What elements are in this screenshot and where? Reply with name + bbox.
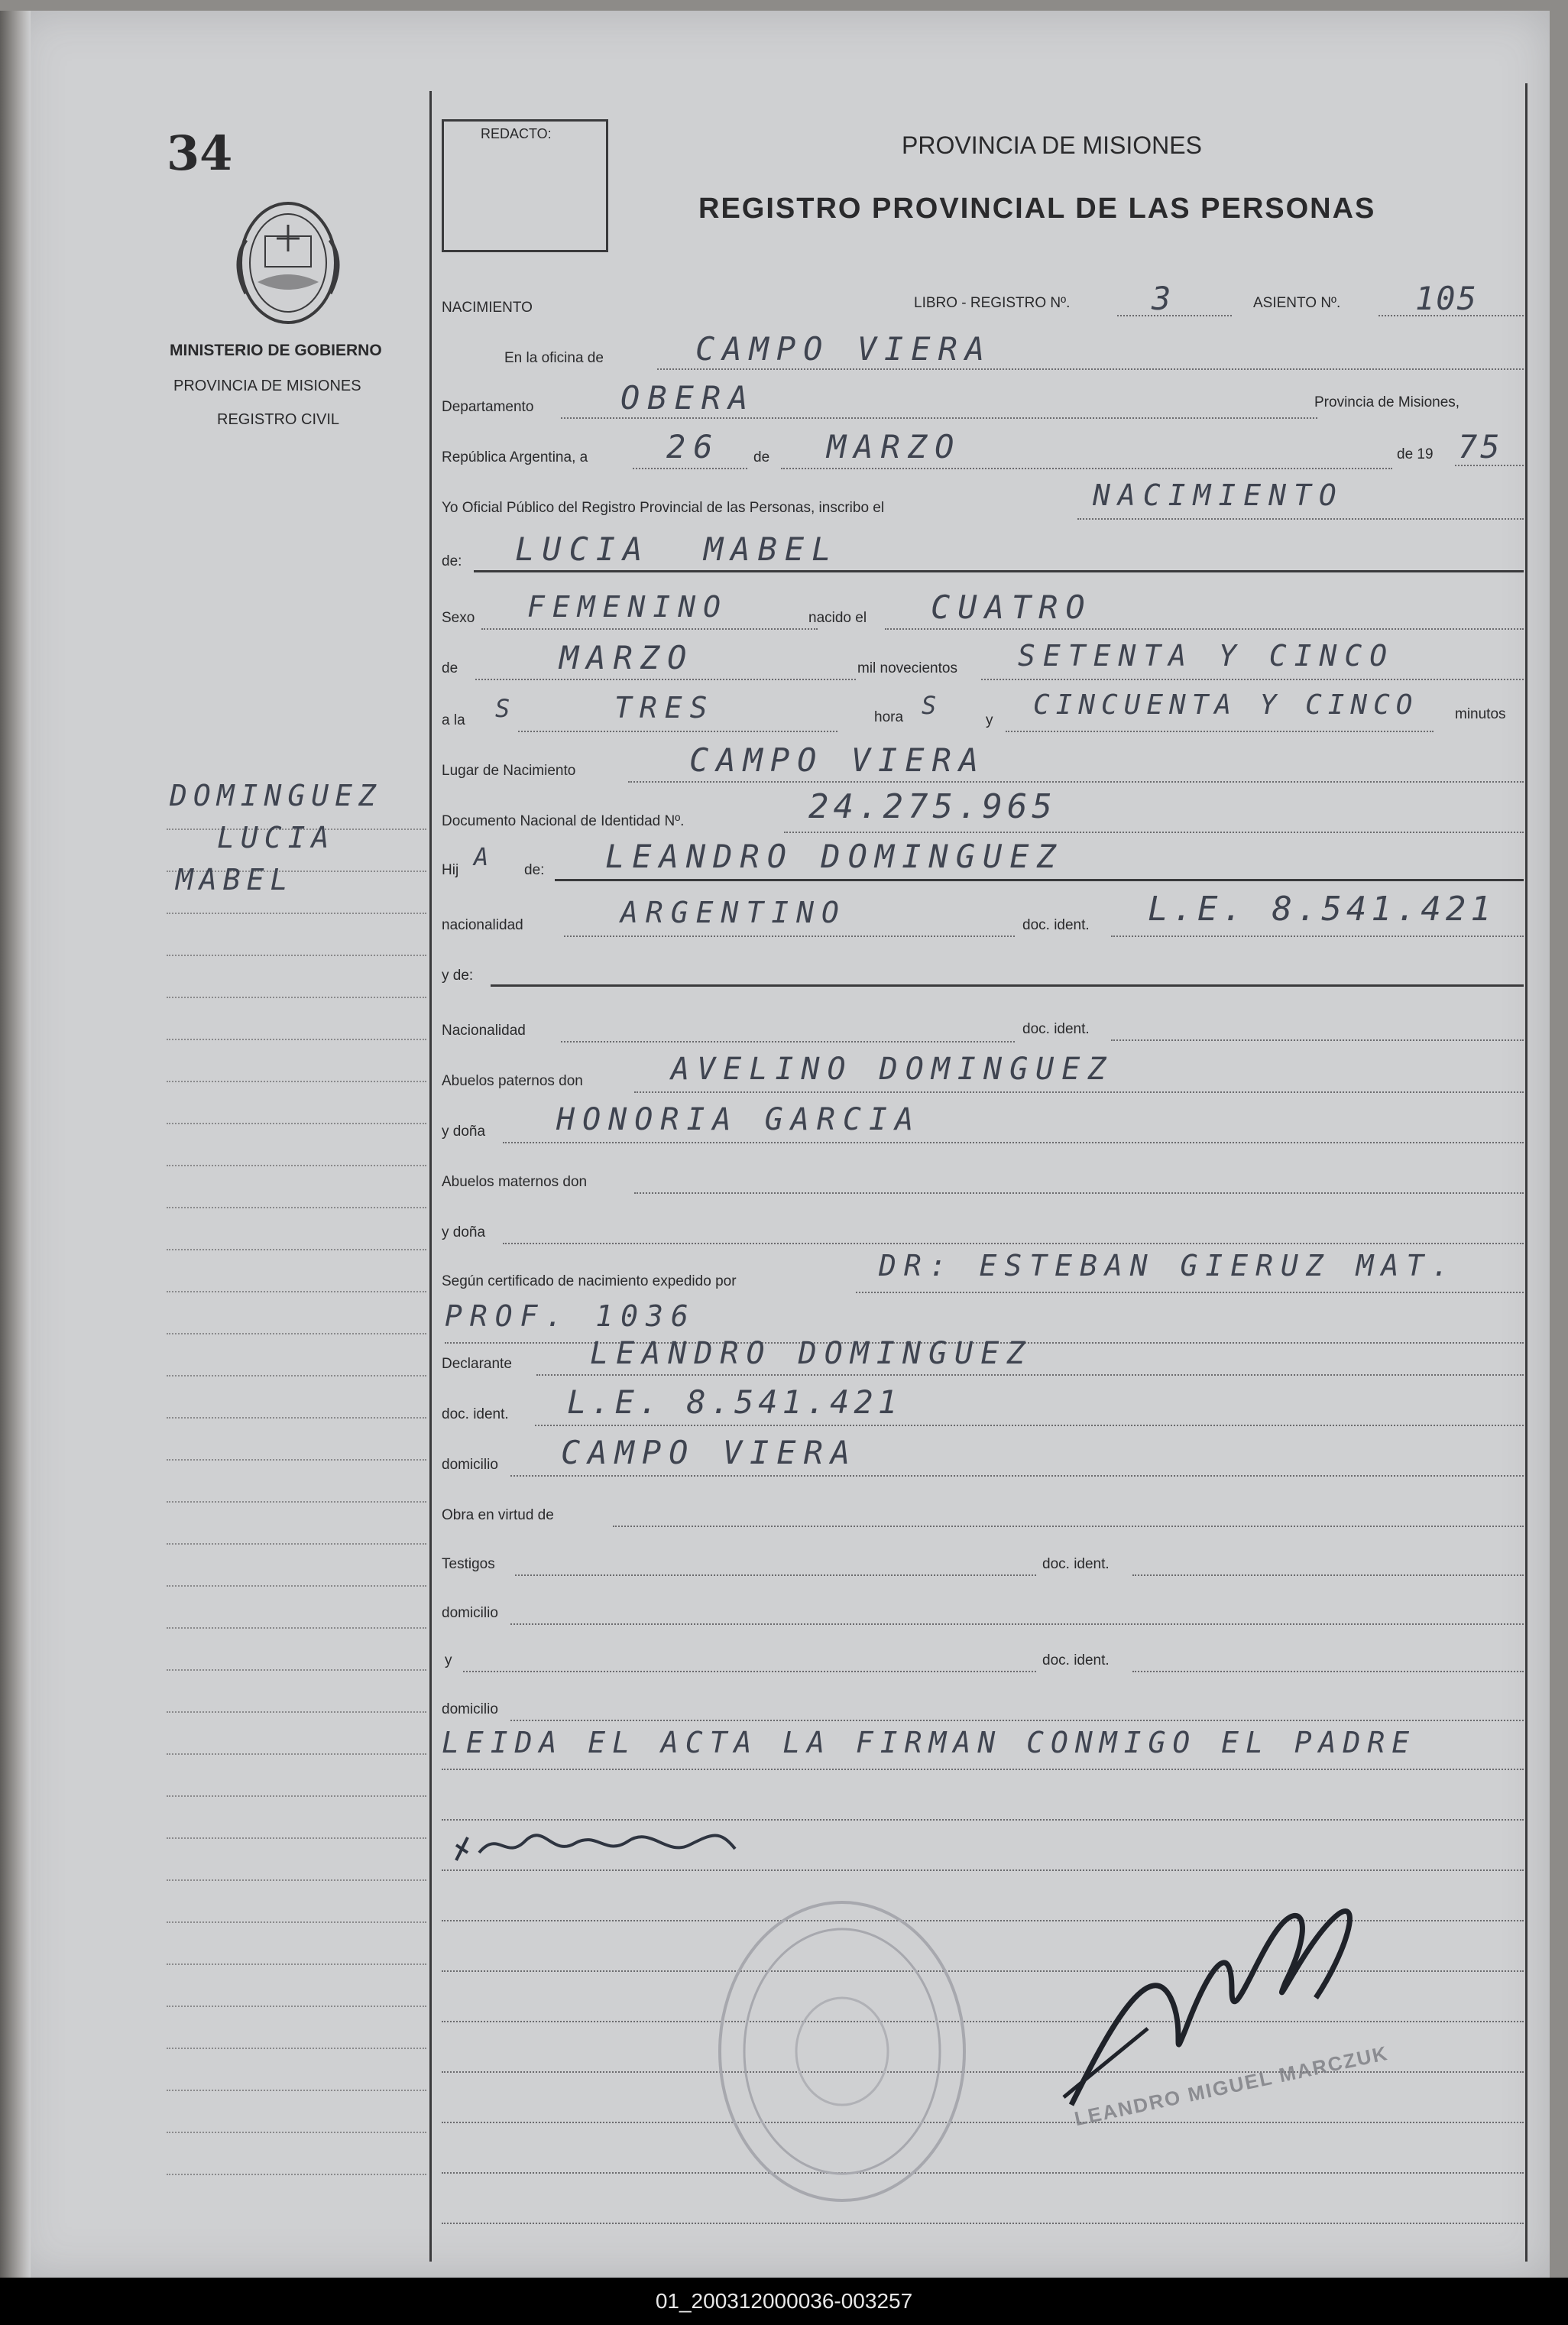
nacionalidad1-label: nacionalidad xyxy=(442,917,523,933)
domicilio-label: domicilio xyxy=(442,1457,498,1473)
asiento-label: ASIENTO Nº. xyxy=(1253,295,1341,311)
lugar-label: Lugar de Nacimiento xyxy=(442,763,576,779)
sexo-value: FEMENINO xyxy=(527,590,729,624)
nacido-label: nacido el xyxy=(808,610,867,626)
registry-seal xyxy=(705,1891,980,2212)
hij-suffix: A xyxy=(474,842,497,871)
right-border xyxy=(1525,83,1528,2262)
doc-declarante-label: doc. ident. xyxy=(442,1406,509,1422)
oficina-value: CAMPO VIERA xyxy=(695,330,993,368)
file-id-footer: 01_200312000036-003257 xyxy=(0,2278,1568,2325)
y2-label: y xyxy=(445,1652,452,1668)
doc-padre-value: L.E. 8.541.421 xyxy=(1148,890,1495,929)
oficina-label: En la oficina de xyxy=(504,350,604,366)
abuelo-paterno-value: AVELINO DOMINGUEZ xyxy=(671,1052,1114,1087)
closing-statement: LEIDA EL ACTA LA FIRMAN CONMIGO EL PADRE xyxy=(442,1726,1417,1759)
y-dona2-label: y doña xyxy=(442,1224,486,1240)
hij-label: Hij xyxy=(442,862,459,878)
nacionalidad2-label: Nacionalidad xyxy=(442,1023,526,1039)
margin-note-surname: DOMINGUEZ xyxy=(170,779,382,812)
anio-label: de 19 xyxy=(1397,446,1434,462)
province-label: PROVINCIA DE MISIONES xyxy=(173,378,361,394)
hora-label: hora xyxy=(874,709,904,725)
asiento-value: 105 xyxy=(1415,280,1478,317)
certificado-value-2: PROF. 1036 xyxy=(445,1299,696,1333)
margin-note-name1: LUCIA xyxy=(217,821,335,854)
libro-value: 3 xyxy=(1152,280,1179,317)
header-province: PROVINCIA DE MISIONES xyxy=(902,131,1202,159)
lugar-value: CAMPO VIERA xyxy=(689,741,986,779)
certificado-label: Según certificado de nacimiento expedido por xyxy=(442,1273,737,1289)
ministry-label: MINISTERIO DE GOBIERNO xyxy=(170,342,382,359)
dia-value: 26 xyxy=(666,428,721,465)
testigos-doc-label: doc. ident. xyxy=(1042,1556,1110,1572)
libro-label: LIBRO - REGISTRO Nº. xyxy=(914,295,1071,311)
mil-label: mil novecientos xyxy=(857,660,957,676)
page-number: 34 xyxy=(167,125,233,181)
declarante-value: LEANDRO DOMINGUEZ xyxy=(590,1336,1033,1371)
de1-label: de xyxy=(753,449,770,465)
hora-value: TRES xyxy=(614,691,715,725)
yo-oficial-label: Yo Oficial Público del Registro Provincial de las Personas, inscribo el xyxy=(442,500,885,516)
panel-divider xyxy=(429,91,432,2262)
departamento-label: Departamento xyxy=(442,399,534,415)
header-title: REGISTRO PROVINCIAL DE LAS PERSONAS xyxy=(698,193,1376,225)
mes-nac-value: MARZO xyxy=(559,639,695,676)
a-la-label: a la xyxy=(442,712,465,728)
y-de-label: y de: xyxy=(442,968,474,984)
y2-doc-label: doc. ident. xyxy=(1042,1652,1110,1668)
minutos-value: CINCUENTA Y CINCO xyxy=(1033,689,1419,721)
coat-of-arms-icon xyxy=(223,194,353,332)
y-label: y xyxy=(986,712,993,728)
y-dona1-label: y doña xyxy=(442,1124,486,1140)
declarante-label: Declarante xyxy=(442,1356,512,1372)
registry-label: REGISTRO CIVIL xyxy=(217,411,340,428)
hij-de-label: de: xyxy=(524,862,545,878)
abuelos-maternos-label: Abuelos maternos don xyxy=(442,1174,588,1190)
provincia-label: Provincia de Misiones, xyxy=(1314,394,1460,410)
inscribo-value: NACIMIENTO xyxy=(1093,478,1344,512)
domicilio-value: CAMPO VIERA xyxy=(561,1434,858,1471)
sexo-label: Sexo xyxy=(442,610,475,626)
nombre-value: LUCIA MABEL xyxy=(515,530,839,568)
domicilio3-label: domicilio xyxy=(442,1701,498,1717)
doc-declarante-value: L.E. 8.541.421 xyxy=(567,1383,902,1421)
abuela-paterna-value: HONORIA GARCIA xyxy=(556,1102,922,1137)
document-page xyxy=(17,11,1550,2278)
doc-ident2-label: doc. ident. xyxy=(1022,1021,1090,1037)
nacido-value: CUATRO xyxy=(931,589,1093,626)
margin-note-name2: MABEL xyxy=(176,863,294,897)
anio-value: 75 xyxy=(1458,428,1503,465)
hora-suffix: S xyxy=(922,691,944,720)
de2-label: de xyxy=(442,660,458,676)
doc-ident-label: doc. ident. xyxy=(1022,917,1090,933)
nacionalidad1-value: ARGENTINO xyxy=(620,896,847,929)
mes-value: MARZO xyxy=(827,428,962,465)
obra-label: Obra en virtud de xyxy=(442,1507,554,1523)
nacimiento-label: NACIMIENTO xyxy=(442,300,533,316)
departamento-value: OBERA xyxy=(620,379,756,417)
redacto-label: REDACTO: xyxy=(481,126,552,141)
certificado-value: DR: ESTEBAN GIERUZ MAT. xyxy=(879,1249,1457,1282)
redacto-box xyxy=(442,119,608,252)
dni-value: 24.275.965 xyxy=(808,787,1057,826)
de-label: de: xyxy=(442,553,462,569)
testigos-label: Testigos xyxy=(442,1556,495,1572)
declarant-signature xyxy=(452,1814,743,1876)
anio-nac-value: SETENTA Y CINCO xyxy=(1018,639,1395,673)
officer-stamp: LEANDRO MIGUEL MARCZUK xyxy=(1072,2041,1391,2131)
abuelos-paternos-label: Abuelos paternos don xyxy=(442,1073,583,1089)
a-la-suffix: S xyxy=(495,694,518,723)
minutos-label: minutos xyxy=(1455,706,1506,722)
padre-value: LEANDRO DOMINGUEZ xyxy=(605,838,1064,875)
domicilio2-label: domicilio xyxy=(442,1605,498,1621)
dni-label: Documento Nacional de Identidad Nº. xyxy=(442,813,685,829)
republica-label: República Argentina, a xyxy=(442,449,588,465)
